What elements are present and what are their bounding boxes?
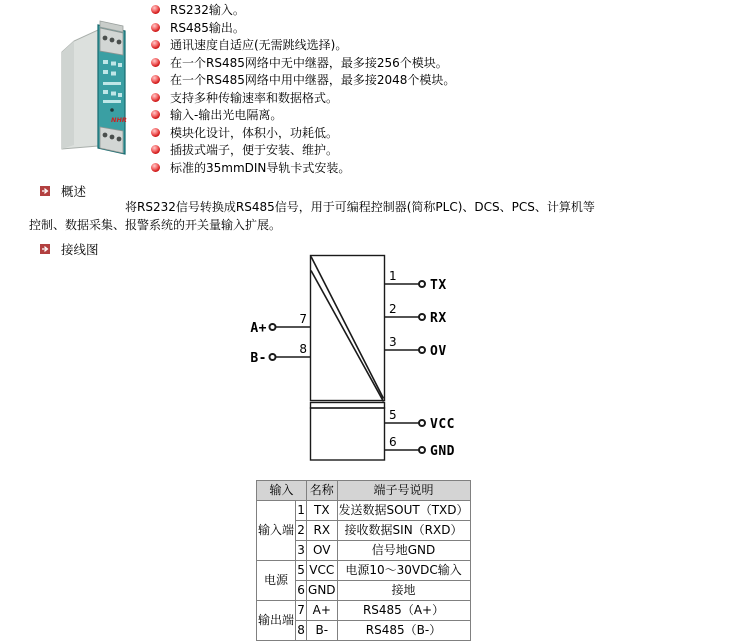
- feature-item: [151, 71, 455, 89]
- pin-number: 8: [299, 342, 307, 356]
- feature-text: RS485输出。: [170, 20, 245, 35]
- feature-text: 模块化设计，体积小，功耗低。: [170, 125, 339, 140]
- pin-number-cell: 6: [296, 581, 307, 601]
- red-bullet-icon: [151, 5, 160, 14]
- feature-item: [151, 36, 455, 54]
- diagonal-line: [311, 257, 384, 399]
- red-bullet-icon: [151, 23, 160, 32]
- feature-item: [151, 106, 455, 124]
- pin-number-cell: 7: [296, 601, 307, 621]
- pin-label: RX: [430, 311, 447, 326]
- feature-item: [151, 89, 455, 107]
- feature-text: RS232输入。: [170, 3, 245, 18]
- table-row: [257, 561, 471, 581]
- power-box: [311, 408, 385, 460]
- section-arrow-icon: [40, 244, 50, 254]
- pin-number: 7: [299, 312, 307, 326]
- pin-number-cell: 5: [296, 561, 307, 581]
- panel-led-icon: [110, 108, 114, 112]
- pin-name-cell: GND: [307, 581, 338, 601]
- terminal-circle-icon: [270, 354, 276, 360]
- pin-number: 3: [389, 335, 397, 349]
- screw-icon: [110, 38, 115, 43]
- pin-desc-cell: 接收数据SIN（RXD）: [337, 521, 470, 541]
- terminal-circle-icon: [270, 324, 276, 330]
- feature-item: [151, 19, 455, 37]
- pin-label: A+: [250, 321, 267, 336]
- feature-item: [151, 159, 455, 177]
- pin-desc-cell: 信号地GND: [337, 541, 470, 561]
- feature-text: 插拔式端子，便于安装、维护。: [170, 143, 339, 158]
- table-header-cell: 输入: [257, 481, 307, 501]
- feature-item: [151, 124, 455, 142]
- red-bullet-icon: [151, 75, 160, 84]
- section-arrow-icon: [40, 186, 50, 196]
- pin-number-cell: 2: [296, 521, 307, 541]
- red-bullet-icon: [151, 163, 160, 172]
- pin-label: VCC: [430, 417, 455, 432]
- red-bullet-icon: [151, 93, 160, 102]
- pin-desc-cell: 电源10～30VDC输入: [337, 561, 470, 581]
- diagram-pin-2: [385, 302, 447, 326]
- pin-label: TX: [430, 278, 447, 293]
- pin-name-cell: RX: [307, 521, 338, 541]
- screw-icon: [103, 133, 108, 138]
- pin-name-cell: VCC: [307, 561, 338, 581]
- terminal-circle-icon: [419, 281, 425, 287]
- red-bullet-icon: [151, 145, 160, 154]
- pin-name-cell: A+: [307, 601, 338, 621]
- diagram-pin-1: [385, 269, 447, 293]
- diagram-pin-8: [250, 342, 310, 366]
- table-row: [257, 601, 471, 621]
- pin-label: GND: [430, 444, 455, 459]
- pin-number: 2: [389, 302, 397, 316]
- section-wiring-heading: [40, 242, 99, 256]
- pin-number-cell: 3: [296, 541, 307, 561]
- group-cell: 输入端: [257, 501, 296, 561]
- feature-item: [151, 54, 455, 72]
- pin-name-cell: TX: [307, 501, 338, 521]
- terminal-circle-icon: [419, 347, 425, 353]
- brand-logo: NHR: [111, 116, 127, 124]
- terminal-table: [256, 480, 471, 641]
- pin-name-cell: B-: [307, 621, 338, 641]
- pin-number: 6: [389, 435, 397, 449]
- red-bullet-icon: [151, 58, 160, 67]
- screw-icon: [117, 137, 122, 142]
- feature-text: 输入-输出光电隔离。: [170, 108, 283, 123]
- feature-text: 支持多种传输速率和数据格式。: [170, 90, 339, 105]
- diagonal-line: [311, 271, 384, 402]
- screw-icon: [103, 36, 108, 41]
- pin-label: OV: [430, 344, 447, 359]
- feature-text: 标准的35mmDIN导轨卡式安装。: [170, 160, 351, 175]
- diagram-pin-3: [385, 335, 447, 359]
- feature-item: [151, 141, 455, 159]
- pin-number-cell: 1: [296, 501, 307, 521]
- table-row: [257, 501, 471, 521]
- pin-desc-cell: 接地: [337, 581, 470, 601]
- diagram-pin-5: [385, 408, 455, 432]
- red-bullet-icon: [151, 40, 160, 49]
- table-header-cell: 端子号说明: [337, 481, 470, 501]
- pin-name-cell: OV: [307, 541, 338, 561]
- terminal-circle-icon: [419, 447, 425, 453]
- group-cell: 电源: [257, 561, 296, 601]
- section-title: 接线图: [61, 242, 99, 257]
- group-cell: 输出端: [257, 601, 296, 641]
- feature-text: 在一个RS485网络中无中继器，最多接256个模块。: [170, 55, 448, 70]
- table-header-cell: 名称: [307, 481, 338, 501]
- diagram-pin-6: [385, 435, 455, 459]
- pin-number-cell: 8: [296, 621, 307, 641]
- feature-text: 在一个RS485网络中用中继器，最多接2048个模块。: [170, 73, 456, 88]
- red-bullet-icon: [151, 110, 160, 119]
- terminal-circle-icon: [419, 314, 425, 320]
- product-photo: [28, 0, 148, 170]
- section-title: 概述: [61, 184, 87, 199]
- pin-desc-cell: RS485（B-）: [337, 621, 470, 641]
- table-header-row: [257, 481, 471, 501]
- red-bullet-icon: [151, 128, 160, 137]
- pin-number: 5: [389, 408, 397, 422]
- feature-list: [151, 1, 455, 176]
- feature-text: 通讯速度自适应(无需跳线选择)。: [170, 38, 348, 53]
- pin-label: B-: [250, 351, 267, 366]
- wiring-diagram: [230, 250, 480, 472]
- feature-item: [151, 1, 455, 19]
- pin-desc-cell: RS485（A+）: [337, 601, 470, 621]
- module-body-shade: [62, 41, 74, 149]
- diagram-pin-7: [250, 312, 310, 336]
- pin-number: 1: [389, 269, 397, 283]
- screw-icon: [117, 40, 122, 45]
- terminal-circle-icon: [419, 420, 425, 426]
- overview-paragraph: 将RS232信号转换成RS485信号，用于可编程控制器(简称PLC)、DCS、PCS、计算机等控制、数据采集、报警系统的开关量输入扩展。: [29, 200, 595, 232]
- section-overview-heading: [40, 184, 86, 198]
- pin-desc-cell: 发送数据SOUT（TXD）: [337, 501, 470, 521]
- isolation-band: [311, 403, 385, 409]
- screw-icon: [110, 135, 115, 140]
